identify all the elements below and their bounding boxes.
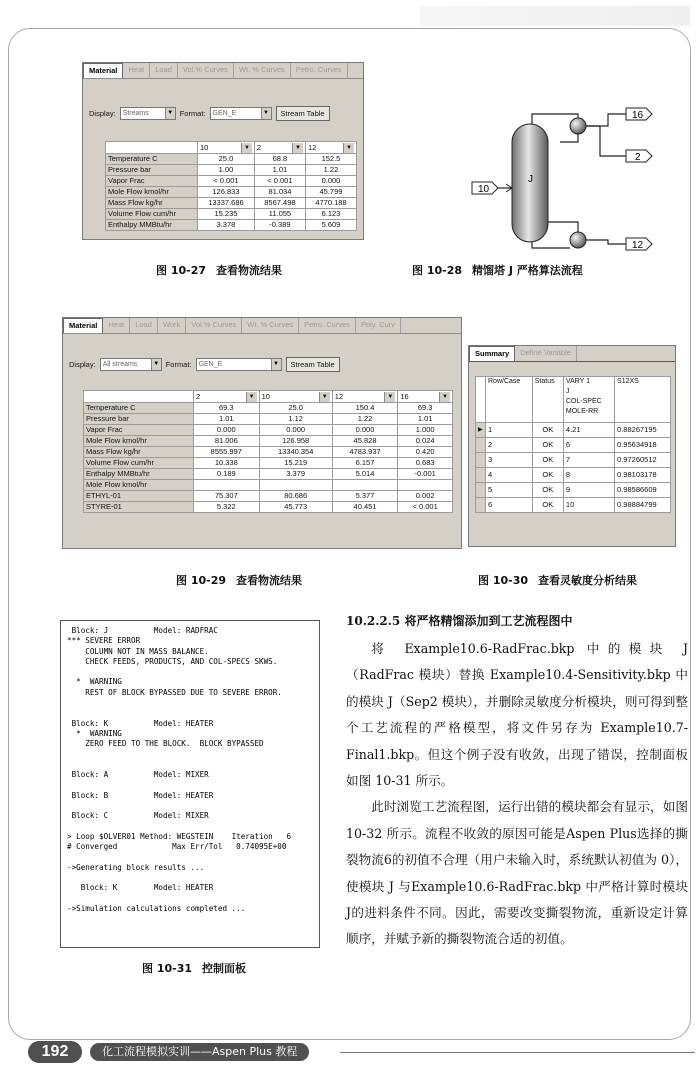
table-cell: 15.235 xyxy=(198,209,255,220)
column-header: VARY 1 J COL-SPEC MOLE-RR xyxy=(563,377,614,423)
log-line xyxy=(67,873,313,883)
stream-table-button[interactable]: Stream Table xyxy=(286,357,340,372)
table-cell: 4770.188 xyxy=(305,198,356,209)
table-row xyxy=(84,480,453,491)
stream-id: 10 xyxy=(261,391,270,401)
log-line xyxy=(67,894,313,904)
log-line: > Loop $OLVER01 Method: WEGSTEIN Iteration 6 xyxy=(67,831,292,841)
stream-results-table xyxy=(105,141,357,231)
table-cell: 8 xyxy=(563,468,614,483)
table-cell: 5.377 xyxy=(332,491,398,502)
table-cell xyxy=(194,480,260,491)
table-cell: 152.5 xyxy=(305,154,356,165)
table-cell: 10.338 xyxy=(194,458,260,469)
table-cell: 6 xyxy=(486,498,533,513)
stream-id-select[interactable] xyxy=(198,142,255,154)
table-cell: 150.4 xyxy=(332,403,398,414)
tab-material[interactable]: Material xyxy=(83,63,123,78)
stream-id-select[interactable] xyxy=(305,142,356,154)
table-row[interactable] xyxy=(476,483,671,498)
format-select[interactable]: GEN_E ▼ xyxy=(210,107,272,120)
log-line xyxy=(67,750,313,760)
table-cell: OK xyxy=(532,483,563,498)
table-cell: 2 xyxy=(486,438,533,453)
display-select[interactable]: Streams ▼ xyxy=(120,107,176,120)
log-line: Block: K Model: HEATER xyxy=(67,883,214,893)
format-label: Format: xyxy=(179,108,206,118)
table-cell: 45.799 xyxy=(305,187,356,198)
sensitivity-summary-window xyxy=(468,345,676,547)
chevron-down-icon: ▼ xyxy=(343,143,354,153)
column-header-row xyxy=(476,377,671,423)
chevron-down-icon: ▼ xyxy=(151,359,161,370)
table-row xyxy=(106,187,357,198)
log-line: Block: K Model: HEATER xyxy=(67,718,214,728)
table-cell: 4783.937 xyxy=(332,447,398,458)
table-cell: 69.3 xyxy=(194,403,260,414)
table-cell: 11.055 xyxy=(254,209,305,220)
body-text xyxy=(346,636,688,953)
tab-load[interactable]: Load xyxy=(150,63,178,78)
table-cell: 0.98586609 xyxy=(615,483,671,498)
stream-id-select[interactable] xyxy=(398,391,453,403)
table-cell: -0.389 xyxy=(254,220,305,231)
column-header: Status xyxy=(532,377,563,423)
table-cell: 81.034 xyxy=(254,187,305,198)
table-cell: OK xyxy=(532,438,563,453)
table-cell: 0.95634918 xyxy=(615,438,671,453)
table-cell: 0.97260512 xyxy=(615,453,671,468)
table-cell: 5.014 xyxy=(332,469,398,480)
stream-tag-16[interactable] xyxy=(626,108,652,121)
row-selector-header xyxy=(476,377,486,423)
table-cell: OK xyxy=(532,453,563,468)
row-label: Temperature C xyxy=(106,154,198,165)
log-line xyxy=(67,708,313,718)
log-line xyxy=(67,780,313,790)
table-cell: 0.000 xyxy=(332,425,398,436)
stream-id-select[interactable] xyxy=(259,391,332,403)
table-cell: 1.00 xyxy=(198,165,255,176)
log-line xyxy=(67,698,313,708)
column-header: S12XS xyxy=(615,377,671,423)
column-header-row xyxy=(84,391,453,403)
table-cell: < 0.001 xyxy=(254,176,305,187)
table-row xyxy=(106,154,357,165)
table-cell: 6.123 xyxy=(305,209,356,220)
row-label: STYRE-01 xyxy=(84,502,194,513)
figure-caption-29: 图 10-29 查看物流结果 xyxy=(176,574,303,587)
table-cell: 69.3 xyxy=(398,403,453,414)
table-row xyxy=(84,414,453,425)
table-row[interactable] xyxy=(476,468,671,483)
book-title: 化工流程模拟实训——Aspen Plus 教程 xyxy=(90,1043,309,1061)
row-selector[interactable] xyxy=(476,438,486,453)
table-cell: 10 xyxy=(563,498,614,513)
table-row xyxy=(106,165,357,176)
row-selector[interactable] xyxy=(476,468,486,483)
log-line: ->Simulation calculations completed ... xyxy=(67,904,246,914)
stream-table-button[interactable]: Stream Table xyxy=(276,106,330,121)
table-row xyxy=(106,198,357,209)
table-cell: 45.773 xyxy=(259,502,332,513)
table-cell: < 0.001 xyxy=(198,176,255,187)
table-cell: 4 xyxy=(486,468,533,483)
row-label: Enthalpy MMBtu/hr xyxy=(106,220,198,231)
row-label: Mass Flow kg/hr xyxy=(106,198,198,209)
table-cell: 0.683 xyxy=(398,458,453,469)
stream-id: 12 xyxy=(307,142,317,152)
table-cell: 0.420 xyxy=(398,447,453,458)
log-line: Block: C Model: MIXER xyxy=(67,811,209,821)
stream-results-table xyxy=(83,390,453,513)
table-row[interactable] xyxy=(476,438,671,453)
table-cell: 13337.686 xyxy=(198,198,255,209)
tab-summary[interactable]: Summary xyxy=(469,346,515,361)
results-tabs xyxy=(83,63,363,79)
table-row[interactable] xyxy=(476,423,671,438)
table-cell: OK xyxy=(532,423,563,438)
display-select[interactable]: All streams ▼ xyxy=(100,358,162,371)
svg-text:16: 16 xyxy=(632,110,644,121)
log-line xyxy=(67,760,313,770)
row-label: Enthalpy MMBtu/hr xyxy=(84,469,194,480)
log-line: * WARNING xyxy=(67,728,122,738)
table-row xyxy=(84,447,453,458)
reboiler-icon xyxy=(570,232,586,248)
log-line: Block: J Model: RADFRAC xyxy=(67,626,218,635)
row-label: Mole Flow kmol/hr xyxy=(84,436,194,447)
chevron-down-icon: ▼ xyxy=(165,108,175,119)
row-label: Pressure bar xyxy=(84,414,194,425)
log-line xyxy=(67,853,313,863)
footer-rule xyxy=(340,1052,695,1053)
table-cell: 8567.498 xyxy=(254,198,305,209)
table-cell: -0.001 xyxy=(398,469,453,480)
tab-petro-curves[interactable]: Petro. Curves xyxy=(299,318,356,333)
tab-work[interactable]: Work xyxy=(158,318,186,333)
figure-caption-28: 图 10-28 精馏塔 J 严格算法流程 xyxy=(412,264,583,277)
row-label-header xyxy=(106,142,198,154)
row-label: Temperature C xyxy=(84,403,194,414)
table-cell: 5.322 xyxy=(194,502,260,513)
figure-caption-31: 图 10-31 控制面板 xyxy=(142,962,247,975)
table-cell: 0.000 xyxy=(305,176,356,187)
table-cell: OK xyxy=(532,468,563,483)
format-select[interactable]: GEN_E ▼ xyxy=(196,358,282,371)
tab-petro-curves[interactable]: Petro. Curves xyxy=(291,63,348,78)
chevron-down-icon: ▼ xyxy=(384,392,395,402)
paragraph: 此时浏览工艺流程图，运行出错的模块都会有显示，如图 10-32 所示。流程不收敛的原因可能是Aspen Plus选择的撕裂物流6的初值不合理（用户未输入时，系统默认初值为 0），使模块 J 与Example10.6-RadFrac.bkp 中严格计算时模块J的进料条件不同。因此，需要改变撕裂物流，重新设定计算顺序，并赋予新的撕裂物流合适的初值。 xyxy=(346,799,688,947)
log-line xyxy=(67,801,313,811)
table-cell: 5.609 xyxy=(305,220,356,231)
table-row xyxy=(84,403,453,414)
table-row[interactable] xyxy=(476,453,671,468)
table-row xyxy=(106,209,357,220)
table-cell: 1.01 xyxy=(194,414,260,425)
stream-id: 16 xyxy=(400,391,409,401)
top-bleed-text xyxy=(420,6,690,26)
results-tabs xyxy=(63,318,461,334)
table-cell: 25.0 xyxy=(198,154,255,165)
log-line xyxy=(67,822,313,832)
stream-results-window-29 xyxy=(62,317,462,549)
table-cell: 25.0 xyxy=(259,403,332,414)
table-cell: 0.000 xyxy=(259,425,332,436)
tab-poly-curv[interactable]: Poly. Curv xyxy=(356,318,401,333)
table-cell: 0.002 xyxy=(398,491,453,502)
column-header-row xyxy=(106,142,357,154)
tab-wt-curves[interactable]: Wt. % Curves xyxy=(242,318,299,333)
table-cell: 40.451 xyxy=(332,502,398,513)
table-cell: 5 xyxy=(486,483,533,498)
tab-heat[interactable]: Heat xyxy=(123,63,150,78)
table-row xyxy=(106,176,357,187)
table-cell: 1.12 xyxy=(259,414,332,425)
sensitivity-results-table xyxy=(475,376,671,513)
chevron-down-icon: ▼ xyxy=(439,392,450,402)
table-cell xyxy=(398,480,453,491)
table-cell: 3 xyxy=(486,453,533,468)
section-heading: 10.2.2.5 将严格精馏添加到工艺流程图中 xyxy=(346,614,573,628)
table-cell: 68.8 xyxy=(254,154,305,165)
table-cell xyxy=(332,480,398,491)
table-cell: 1.01 xyxy=(254,165,305,176)
control-panel-log xyxy=(60,620,320,948)
row-selector[interactable]: ▶ xyxy=(476,423,486,438)
table-cell: 126.833 xyxy=(198,187,255,198)
row-label: Mass Flow kg/hr xyxy=(84,447,194,458)
stream-id: 10 xyxy=(200,142,209,152)
table-cell: 0.98103178 xyxy=(615,468,671,483)
table-cell: 0.98884799 xyxy=(615,498,671,513)
table-cell: 1.000 xyxy=(398,425,453,436)
row-selector[interactable] xyxy=(476,483,486,498)
row-label: Volume Flow cum/hr xyxy=(106,209,198,220)
log-line xyxy=(67,667,313,677)
log-line: * WARNING xyxy=(67,677,122,687)
stream-id: 2 xyxy=(196,391,201,401)
row-label: Volume Flow cum/hr xyxy=(84,458,194,469)
stream-id-select[interactable] xyxy=(254,142,305,154)
row-label: ETHYL-01 xyxy=(84,491,194,502)
log-line: ZERO FEED TO THE BLOCK. BLOCK BYPASSED xyxy=(67,739,264,749)
table-cell: 3.379 xyxy=(259,469,332,480)
column-j-flowsheet xyxy=(440,96,665,261)
table-cell: 4.21 xyxy=(563,423,614,438)
table-cell: OK xyxy=(532,498,563,513)
figure-caption-30: 图 10-30 查看灵敏度分析结果 xyxy=(478,574,638,587)
tab-load[interactable]: Load xyxy=(130,318,158,333)
stream-id-select[interactable] xyxy=(194,391,260,403)
row-label: Pressure bar xyxy=(106,165,198,176)
row-label-header xyxy=(84,391,194,403)
chevron-down-icon: ▼ xyxy=(241,143,252,153)
row-label: Mole Flow kmol/hr xyxy=(84,480,194,491)
row-label: Vapor Frac xyxy=(84,425,194,436)
table-cell: 8555.997 xyxy=(194,447,260,458)
table-row xyxy=(84,425,453,436)
table-cell: 126.958 xyxy=(259,436,332,447)
log-line: Block: A Model: MIXER xyxy=(67,770,209,780)
table-row xyxy=(84,469,453,480)
stream-id: 2 xyxy=(256,142,262,152)
table-cell: 0.024 xyxy=(398,436,453,447)
tab-heat[interactable]: Heat xyxy=(103,318,130,333)
row-selector[interactable] xyxy=(476,453,486,468)
table-cell: 1.22 xyxy=(332,414,398,425)
log-line: REST OF BLOCK BYPASSED DUE TO SEVERE ERROR. xyxy=(67,687,282,697)
log-line: Block: B Model: HEATER xyxy=(67,790,214,800)
table-cell: 0.000 xyxy=(194,425,260,436)
display-toolbar xyxy=(89,105,330,121)
row-selector[interactable] xyxy=(476,498,486,513)
table-cell: 13340.354 xyxy=(259,447,332,458)
table-cell: 75.307 xyxy=(194,491,260,502)
stream-id: 12 xyxy=(334,391,344,401)
chevron-down-icon: ▼ xyxy=(261,108,271,119)
table-cell: 1.22 xyxy=(305,165,356,176)
log-line: ->Generating block results ... xyxy=(67,862,205,872)
condenser-icon xyxy=(570,118,586,134)
table-cell: 6 xyxy=(563,438,614,453)
display-toolbar xyxy=(69,356,340,372)
table-row[interactable] xyxy=(476,498,671,513)
chevron-down-icon: ▼ xyxy=(246,392,257,402)
row-label: Mole Flow kmol/hr xyxy=(106,187,198,198)
row-label: Vapor Frac xyxy=(106,176,198,187)
table-cell: 9 xyxy=(563,483,614,498)
table-cell: 1 xyxy=(486,423,533,438)
chevron-down-icon: ▼ xyxy=(319,392,330,402)
table-cell: 81.006 xyxy=(194,436,260,447)
stream-tag-2[interactable] xyxy=(626,150,652,163)
svg-text:12: 12 xyxy=(632,240,644,251)
table-cell: 3.378 xyxy=(198,220,255,231)
table-cell: 15.219 xyxy=(259,458,332,469)
tab-material[interactable]: Material xyxy=(63,318,103,333)
table-row xyxy=(84,458,453,469)
format-label: Format: xyxy=(165,359,192,369)
log-line: COLUMN NOT IN MASS BALANCE. xyxy=(67,646,209,656)
stream-id-select[interactable] xyxy=(332,391,398,403)
table-cell: 45.828 xyxy=(332,436,398,447)
stream-tag-10[interactable] xyxy=(472,182,498,195)
table-row xyxy=(84,491,453,502)
table-cell: < 0.001 xyxy=(398,502,453,513)
summary-tabs xyxy=(469,346,675,362)
tab-define-variable[interactable]: Define Variable xyxy=(515,346,577,361)
page-number: 192 xyxy=(28,1041,82,1063)
paragraph: 将 Example10.6-RadFrac.bkp 中的模块 J（RadFrac 模块）替换 Example10.4-Sensitivity.bkp 中的模块 J（Sep2 模块），并删除灵敏度分析模块，则可得到整个工艺流程的严格模型，将文件另存为 Example10.7-Final1.bkp。但这个例子没有收敛，出现了错误，控制面板如图 10-31 所示。 xyxy=(346,641,688,789)
column-header: Row/Case xyxy=(486,377,533,423)
table-row xyxy=(84,502,453,513)
table-row xyxy=(84,436,453,447)
chevron-down-icon: ▼ xyxy=(292,143,303,153)
stream-results-window-27 xyxy=(82,62,364,240)
log-line: CHECK FEEDS, PRODUCTS, AND COL-SPECS SKWS. xyxy=(67,656,278,666)
table-cell: 0.88267195 xyxy=(615,423,671,438)
log-line: # Converged Max Err/Tol 0.74095E+00 xyxy=(67,842,287,852)
svg-text:2: 2 xyxy=(635,152,641,163)
block-label: J xyxy=(528,174,533,185)
table-cell: 7 xyxy=(563,453,614,468)
tab-vol-curves[interactable]: Vol.% Curves xyxy=(186,318,242,333)
table-cell: 6.157 xyxy=(332,458,398,469)
log-line: *** SEVERE ERROR xyxy=(67,636,141,646)
svg-text:10: 10 xyxy=(478,184,490,195)
table-cell: 1.01 xyxy=(398,414,453,425)
chevron-down-icon: ▼ xyxy=(271,359,281,370)
figure-caption-27: 图 10-27 查看物流结果 xyxy=(156,264,283,277)
display-label: Display: xyxy=(89,108,116,118)
table-row xyxy=(106,220,357,231)
stream-tag-12[interactable] xyxy=(626,238,652,251)
table-cell: 0.189 xyxy=(194,469,260,480)
display-label: Display: xyxy=(69,359,96,369)
tab-wt-curves[interactable]: Wt. % Curves xyxy=(234,63,291,78)
tab-vol-curves[interactable]: Vol.% Curves xyxy=(178,63,234,78)
table-cell xyxy=(259,480,332,491)
table-cell: 80.686 xyxy=(259,491,332,502)
